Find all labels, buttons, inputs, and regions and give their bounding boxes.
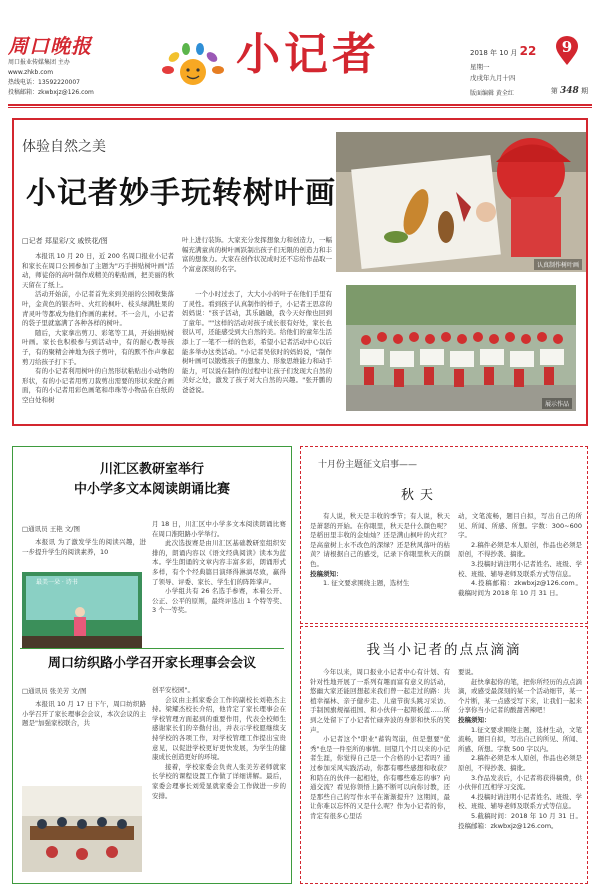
paragraph: 创平安校园"。 (152, 686, 194, 694)
photo-caption: 认真制作树叶画 (534, 259, 582, 270)
lunar-date: 戊戌年九月十四 (470, 74, 516, 82)
headline-line: 川汇区教研室举行 (99, 462, 204, 477)
paragraph: 接着，学校家委会负责人张美芳老师就家长学校的课程设置工作做了详细讲解。最后，家委会理事长刘爱显就家委会工作做进一步的安排。 (152, 762, 286, 800)
date-prefix: 2018 年 10 月 (470, 49, 518, 57)
paragraph: 小学组共有 26 名选手参赛，本着公开、公正、公平的原则，最终评选出 1 个特等奖、3 个一等奖。 (152, 587, 286, 615)
feature-column-2 (182, 236, 332, 278)
rule: 1.征文要求围绕主题，选材生动，文笔流畅，题目自拟，写出自己的所见、所闻、所感、所想。字数 500 字以内。 (458, 725, 582, 753)
feature-headline: 小记者妙手玩转树叶画 (26, 176, 336, 211)
rule: 2.稿件必须是本人原创，作品也必须是原创，不得抄袭、搞讹。 (458, 754, 582, 772)
photo-leaf-painting (336, 132, 586, 272)
page-number: 9 (561, 38, 573, 56)
rule: 4.投稿邮箱：zkwbxjz@126.com。截稿时间为 2018 年 10 月 31 日。 (458, 579, 582, 597)
editor: 版面编辑 黄全红 (470, 90, 514, 97)
rule: 动，文笔流畅，题目自拟，写出自己的所见、所闻、所感、所想。字数：300~600 字。 (458, 512, 582, 540)
photo-caption: 展示作品 (542, 398, 572, 409)
headline-line: 中小学多文本阅读朗诵比赛 (73, 482, 230, 497)
article-column (22, 700, 146, 752)
article-byline: □通讯员 张美芳 文/图 (22, 687, 87, 695)
issue-date (470, 44, 536, 58)
paragraph: 活动开始前，小记者首先来到美丽的公园收集落叶，金黄色的银杏叶、火红的枫叶、枝头绿满肚果的青灵叶等都成为他们作画的素材。不一会儿，小记者的袋子里就塞满了各种各样的树叶。 (22, 290, 174, 328)
rule: 1. 征文要求围绕主题，选材生 (323, 579, 410, 588)
feature-column-1 (22, 252, 174, 420)
photo-banner: 最美一朵 · 诗书 (36, 579, 78, 586)
masthead-rule (8, 104, 592, 106)
rules-label: 投稿须知： (458, 715, 491, 724)
info-line: 周口报业传媒集团 主办 (8, 59, 70, 66)
article-column (152, 520, 286, 648)
column-title: 我当小记者的点点滴滴 (366, 642, 522, 658)
info-line: 投稿邮箱：zkwbxjz@126.com (8, 89, 94, 96)
children-making-leaf-art-image (336, 132, 586, 272)
contest-kicker: 十月份主题征文启事—— (318, 460, 418, 470)
paragraph: 本报讯 为了激发学生的阅读兴趣，进一步提升学生的阅读素养，10 (22, 538, 146, 556)
paragraph: 要说。 (458, 668, 478, 676)
contest-column (458, 512, 582, 618)
rule: 4.投稿时请注明小记者姓名、班级、学校、班级、辅导老师及联系方式等信息。 (458, 792, 582, 811)
masthead-rule-thin (8, 107, 592, 108)
paragraph: 随后，大家拿出剪刀、彩笔等工具，开始拼贴树叶画。家长也积极参与到活动中，有的耐心教导孩子，有的聚精会神地为孩子剪叶，有的默不作声拿起剪刀给孩子打下手。 (22, 328, 174, 366)
weekday-block (470, 62, 516, 84)
paragraph: 本报讯 10 月 17 日下午，周口纺织路小学召开了家长理事会会议，本次会议的主题是"加强家校联合，共 (22, 700, 146, 728)
feature-column-3 (182, 290, 332, 420)
photo-meeting (22, 786, 142, 872)
rules-label: 投稿须知： (310, 569, 343, 578)
paragraph: 赶快拿起你的笔，把你所经历的点点滴滴，或感受最深刻的某一个活动细节，某一个片断，某一点感受写下来，让我们一起来分享你当小记者的酸甜苦辣吧！ (458, 677, 582, 715)
feature-byline: □记者 郑星彩/文 戚铁花/图 (22, 237, 108, 245)
info-line: 热线电话：13592220007 (8, 79, 80, 86)
weekday: 星期一 (470, 63, 490, 71)
info-line: www.zhkb.com (8, 69, 54, 76)
sun-face-icon (158, 42, 228, 88)
column-column (310, 668, 450, 880)
paragraph: 此次选拔赛是由川汇区基础教研室组织安排的，朗诵内容以《语文经典阅读》读本为蓝本。学生朗诵的文章内容丰富多彩，朗诵形式多样，有个个经典篇目演绎得淋漓尽致，赢得了领导、评委、家长、学生们的阵阵掌声。 (152, 539, 286, 586)
feature-kicker: 体验自然之美 (22, 139, 106, 155)
paragraph: 月 18 日，川汇区中小学多文本阅读朗诵比赛在周口淮阳路小学举行。 (152, 520, 286, 538)
paragraph: 本报讯 10 月 20 日，近 200 名周口报业小记者和家长在周口公园参加了主题为"巧手拼贴树叶画"活动，师徒俗的高叶制作成精美的粘贴画，把美丽的秋天留在了纸上。 (22, 252, 174, 289)
issue-number: 第 348 期 (550, 86, 588, 96)
contest-column (310, 512, 450, 618)
paragraph: 会议由主抓家委会工作的副校长刘艳杰主持。梁耀杰校长介绍，他肯定了家长理事会在学校管理方面起到的重要作用，代表全校师生感谢家长们的辛勤付出，并表示学校愿继续支持学校的各项工作，对学校管理工作提出宝贵意见，以促进学校更好更快发展，为学生的健康成长创造更好的环境。 (152, 695, 286, 762)
paper-name-logo: 周口晚报 (8, 34, 92, 58)
article-column (22, 538, 146, 570)
meeting-room-image (22, 786, 142, 872)
photo-group (346, 285, 576, 411)
contest-title: 秋天 (400, 488, 439, 503)
divider (20, 648, 284, 649)
editor-line (470, 88, 588, 97)
paragraph: 有人说，秋天是丰收的季节；有人说，秋天是萧瑟的开始。在你眼里，秋天是什么颜色呢？是稻田里丰收的金灿灿？还是满山枫叶的火红？是高童树上水不改色的深绿？还是秋风落叶的枯黄？请根据自己的感受，记录下你眼里秋天的颜色。 (310, 512, 450, 568)
article-byline: □通讯员 王艳 文/图 (22, 525, 80, 533)
article-column (152, 686, 286, 880)
article-headline: 周口纺织路小学召开家长理事会会议 (47, 656, 256, 671)
paragraph: 小记者这个"职业"蓄钩驾崩，但是想要"优秀"也是一件至所的事情。回望几个月以来的小记者生涯，你觉得自己是一个合格的小记者吗？通过参加采风实践活动，你都有哪些感想和收获？和陪在的伙伴一起相处，你有哪些难忘的事？向通交流？看见你领悟上路不断可以向你讨教，还是那些自己的写作水平在渐渐提升？这期间，最让你难以忘怀的又是什么呢？作为小记者的你，肯定有很多心里话 (310, 735, 450, 820)
paragraph: 有的小记者利用树叶的自然形状粘贴出小动物的形状，有的小记者用剪刀裁剪出需要的形状来配合画面，有的小记者用彩色画笔和串珠等小物品在白纸的空白处和树 (22, 367, 174, 404)
rule: 3.投稿时请注明小记者姓名、班级、学校、班级、辅导老师及联系方式等信息。 (458, 559, 582, 578)
column-column (458, 668, 582, 880)
masthead-info (8, 58, 138, 98)
rule: 5.截稿时间：2018 年 10 月 31 日。投稿邮箱：zkwbxjz@126.com。 (458, 811, 582, 830)
article-headline (20, 460, 284, 500)
rule: 2.稿件必须是本人原创，作品也必须是原创，不得抄袭、搞讹。 (458, 540, 582, 559)
paragraph: 今年以来，周口报业小记者中心有计划、有针对性地开展了一系列有趣而富有意义的活动，悠幽大家还能回想起来我们曾一起走过的路：共植幸福林、亲子健步走、儿童节街头跳习采访、手制国旗规福祖国、和小伙伴一起辩板蓝……所到之处留下了小记者忙碌奔波的身影和快乐的笑声。 (310, 668, 450, 734)
paragraph: 一个小时过去了，大大小小的叶子在他们手里有了灵性。看到孩子认真制作的样子，小记者王思彦的妈妈说："孩子活动，其乐融融，我今天好像也回到了童年。""这样的活动对孩子成长很有好处，家长也很认可，还能感受到大自然的美。给他们的童年生活添上了一笔不一样的色彩，希望小记者活动中心以后能多举办这类活动。"小记者吴依时的妈妈说，"制作树叶画可以锻炼孩子的想象力、形象思维能力和动手能力，可以说在制作的过程中让孩子们发现大自然的美好之处，激发了孩子对大自然的兴趣。"张开鹏的爸爸说。 (182, 290, 332, 394)
photo-reading-contest (22, 572, 142, 648)
paragraph: 叶上进行装饰。大家充分发挥想象力和创造力，一幅幅充满童真的树叶画跃制出孩子们无限的创造力和丰富的想象力。大家在创作状况成时还不忘给作品取一个富意深刻的名字。 (182, 236, 332, 273)
group-photo-image (346, 285, 576, 411)
section-title: 小记者 (236, 29, 380, 80)
date-day: 22 (519, 44, 537, 58)
rule: 3.作品发表后，小记者将获得稿费，供小伙伴们互相学习交流。 (458, 773, 582, 792)
